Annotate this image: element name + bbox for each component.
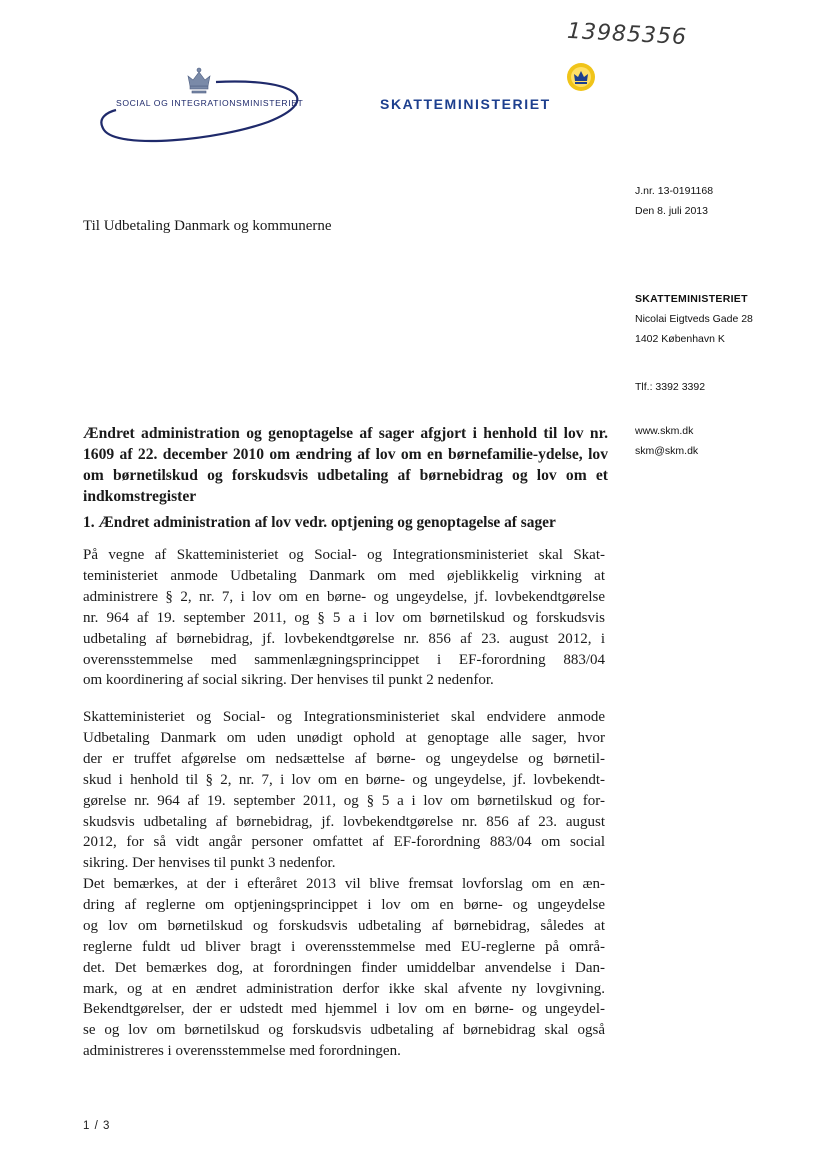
sender-address-block bbox=[635, 289, 753, 349]
address-street: Nicolai Eigtveds Gade 28 bbox=[635, 313, 753, 325]
letter-date: Den 8. juli 2013 bbox=[635, 205, 708, 217]
paragraph-line: se og lov om børnetilskud og forskudsvis udbetaling af børnebidrag skal også bbox=[83, 1022, 605, 1039]
tax-crown-emblem-icon bbox=[378, 60, 608, 100]
paragraph-line: reglerne fuldt ud bliver bragt i overensstemmelse med EU-reglerne på områ- bbox=[83, 938, 605, 955]
paragraph-line: administreres i overensstemmelse med forordningen. bbox=[83, 1043, 401, 1060]
reference-block bbox=[635, 181, 713, 221]
handwritten-document-number: 13985356 bbox=[566, 18, 688, 51]
paragraph-line: Bekendtgørelser, der er udstedt med hjemmel i lov om en børne- og ungeydel- bbox=[83, 1001, 605, 1018]
paragraph-line: skud i henhold til § 2, nr. 7, i lov om en børne- og ungeydelse, jf. lovbekendt- bbox=[83, 771, 605, 788]
paragraph-line: der er truffet afgørelse om nedsættelse af børne- og ungeydelse og børnetil- bbox=[83, 750, 605, 767]
section-heading: 1. Ændret administration af lov vedr. optjening og genoptagelse af sager bbox=[83, 514, 556, 531]
tax-ministry-name: SKATTEMINISTERIET bbox=[380, 96, 551, 112]
document-heading: Ændret administration og genoptagelse af sager afgjort i henhold til lov nr. 1609 af 22. december 2010 om ændring af lov om en børnefamilie-ydelse, lov om børnetilskud og forskudsvis udbetaling af børnebidrag og lov om et indkomstregister bbox=[83, 425, 608, 505]
email-link[interactable]: skm@skm.dk bbox=[635, 445, 699, 457]
paragraph-line: Det bemærkes, at der i efteråret 2013 vil blive fremsat lovforslag om en æn- bbox=[83, 876, 605, 892]
paragraph-line: nr. 964 af 19. september 2011, og § 5 a i lov om børnetilskud og forskudsvis bbox=[83, 609, 605, 626]
paragraph-line: 2012, for så vidt angår personer omfattet af EF-forordning 883/04 om social bbox=[83, 834, 605, 851]
paragraph-line: mark, og at en ændret administration derfor ikke skal afvente ny lovgivning. bbox=[83, 980, 605, 997]
paragraph-line: teministeriet anmode Udbetaling Danmark om med øjeblikkelig virkning at bbox=[83, 567, 605, 584]
sender-name: SKATTEMINISTERIET bbox=[635, 293, 748, 305]
body-paragraph-3 bbox=[83, 874, 605, 1062]
paragraph-line: om koordinering af social sikring. Der henvises til punkt 2 nedenfor. bbox=[83, 672, 494, 689]
website-link[interactable]: www.skm.dk bbox=[635, 425, 694, 437]
address-city: 1402 København K bbox=[635, 333, 725, 345]
body-paragraph-2 bbox=[83, 707, 605, 874]
journal-number: J.nr. 13-0191168 bbox=[635, 185, 714, 197]
web-contact-block bbox=[635, 421, 698, 461]
social-integration-ministry-logo bbox=[98, 60, 328, 150]
paragraph-line: det. Det bemærkes dog, at forordningen finder umiddelbar anvendelse i Dan- bbox=[83, 959, 605, 976]
paragraph-line: Udbetaling Danmark om uden unødigt ophold at genoptage alle sager, hvor bbox=[83, 729, 605, 746]
paragraph-line: dring af reglerne om optjeningsprincippet i lov om en børne- og ungeydelse bbox=[83, 896, 605, 913]
tax-ministry-logo bbox=[378, 60, 608, 120]
paragraph-line: overensstemmelse med sammenlægningsprincippet i EF-forordning 883/04 bbox=[83, 651, 605, 668]
paragraph-line: skudsvis udbetaling af børnebidrag, jf. lovbekendtgørelse nr. 856 af 23. august bbox=[83, 813, 605, 830]
page-number: 1 / 3 bbox=[83, 1120, 111, 1132]
social-ministry-name: SOCIAL OG INTEGRATIONSMINISTERIET bbox=[116, 98, 304, 108]
recipient-line: Til Udbetaling Danmark og kommunerne bbox=[83, 218, 332, 234]
paragraph-line: administrere § 2, nr. 7, i lov om en børne- og ungeydelse, jf. lovbekendtgørelse bbox=[83, 588, 605, 605]
paragraph-line: og lov om børnetilskud og forskudsvis udbetaling af børnebidrag, således at bbox=[83, 917, 605, 934]
paragraph-line: Skatteministeriet og Social- og Integrationsministeriet skal endvidere anmode bbox=[83, 709, 605, 725]
paragraph-line: udbetaling af børnebidrag, jf. lovbekendtgørelse nr. 856 af 23. august 2012, i bbox=[83, 630, 605, 647]
phone-number: Tlf.: 3392 3392 bbox=[635, 381, 706, 393]
phone-block bbox=[635, 377, 705, 397]
body-paragraph-1 bbox=[83, 545, 605, 691]
paragraph-line: gørelse nr. 964 af 19. september 2011, og § 5 a i lov om børnetilskud og for- bbox=[83, 792, 605, 809]
paragraph-line: sikring. Der henvises til punkt 3 nedenfor. bbox=[83, 855, 336, 872]
paragraph-line: På vegne af Skatteministeriet og Social- og Integrationsministeriet skal Skat- bbox=[83, 547, 605, 563]
